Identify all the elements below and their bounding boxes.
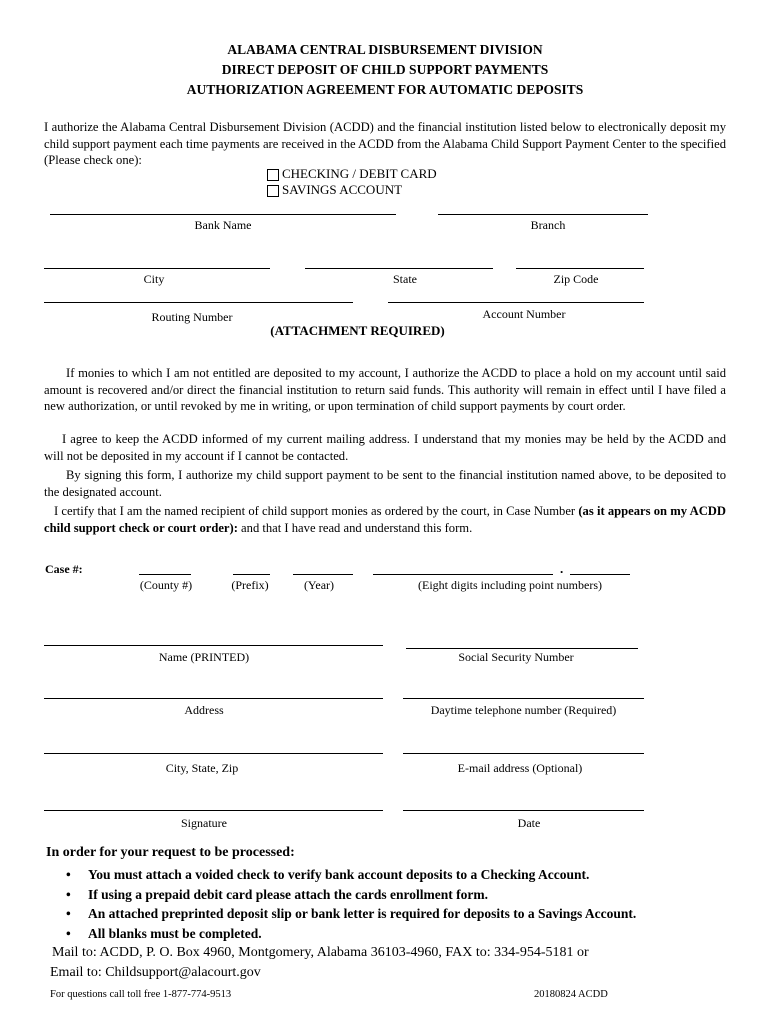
date-field[interactable] (403, 810, 644, 811)
case-county-field[interactable] (139, 574, 191, 575)
name-label: Name (PRINTED) (158, 650, 250, 664)
routing-number-label: Routing Number (151, 310, 233, 324)
title-line-2: DIRECT DEPOSIT OF CHILD SUPPORT PAYMENTS (221, 62, 549, 77)
case-prefix-label: (Prefix) (231, 578, 269, 592)
toll-free-note: For questions call toll free 1-877-774-9513 (50, 989, 232, 1000)
checking-checkbox[interactable] (267, 169, 279, 181)
certify-paragraph (44, 503, 726, 536)
date-label: Date (517, 816, 541, 830)
bank-zip-label: Zip Code (553, 272, 599, 286)
requirement-item: • You must attach a voided check to verify bank account deposits to a Checking Account. (50, 865, 636, 885)
certify-text: I certify that I am the named recipient of child support monies as ordered by the court, in Case Number (54, 504, 579, 518)
bank-state-field[interactable] (305, 268, 493, 269)
bank-city-label: City (143, 272, 165, 286)
form-id: 20180824 ACDD (534, 989, 608, 1000)
bank-zip-field[interactable] (516, 268, 644, 269)
bank-city-field[interactable] (44, 268, 270, 269)
savings-checkbox[interactable] (267, 185, 279, 197)
bank-state-label: State (393, 272, 417, 286)
case-county-label: (County #) (139, 578, 193, 592)
email-field[interactable] (403, 753, 644, 754)
address-paragraph: I agree to keep the ACDD informed of my current mailing address. I understand that my monies may be held by the ACDD and will not be deposited in my account if I cannot be contacted. (44, 432, 726, 463)
bank-name-label: Bank Name (194, 218, 252, 232)
requirement-item: • All blanks must be completed. (50, 924, 636, 944)
certify-bold-text: (as it appears on my ACDD child support check or court order): (44, 504, 726, 535)
city-state-zip-field[interactable] (44, 753, 383, 754)
case-label: Case #: (45, 562, 83, 576)
account-number-field[interactable] (388, 302, 644, 303)
checking-label: CHECKING / DEBIT CARD (282, 166, 437, 181)
city-state-zip-label: City, State, Zip (165, 761, 239, 775)
phone-label: Daytime telephone number (Required) (430, 703, 617, 717)
requirement-item: • An attached preprinted deposit slip or bank letter is required for deposits to a Savings Account. (50, 904, 636, 924)
ssn-label: Social Security Number (458, 650, 574, 664)
hold-paragraph: If monies to which I am not entitled are deposited to my account, I authorize the ACDD to place a hold on my account until said amount is recovered and/or direct the financial institution to return said funds. This authority will remain in effect until I have filed a new authorization, or until revoked by me in writing, or upon termination of child support payments by court order. (44, 366, 726, 413)
case-year-label: (Year) (303, 578, 335, 592)
signing-paragraph: By signing this form, I authorize my child support payment to be sent to the financial institution named above, to be deposited to the designated account. (44, 468, 726, 499)
name-field[interactable] (44, 645, 383, 646)
routing-number-field[interactable] (44, 302, 353, 303)
email-label: E-mail address (Optional) (457, 761, 583, 775)
phone-field[interactable] (403, 698, 644, 699)
case-year-field[interactable] (293, 574, 353, 575)
title-line-1: ALABAMA CENTRAL DISBURSEMENT DIVISION (227, 42, 543, 57)
bank-name-field[interactable] (50, 214, 396, 215)
branch-label: Branch (530, 218, 566, 232)
requirements-heading: In order for your request to be processed: (46, 845, 295, 860)
requirement-item: • If using a prepaid debit card please attach the cards enrollment form. (50, 885, 636, 905)
intro-paragraph: I authorize the Alabama Central Disbursement Division (ACDD) and the financial institution listed below to electronically deposit my child support payment each time payments are received in the ACDD from the Alabama Child Support Payment Center to the specified (Please check one): (44, 120, 726, 167)
ssn-field[interactable] (406, 648, 638, 649)
savings-label: SAVINGS ACCOUNT (282, 182, 403, 197)
email-to-text: Email to: Childsupport@alacourt.gov (50, 965, 261, 980)
case-prefix-field[interactable] (233, 574, 270, 575)
case-digits-field[interactable] (373, 574, 553, 575)
address-label: Address (184, 703, 224, 717)
title-line-3: AUTHORIZATION AGREEMENT FOR AUTOMATIC DEPOSITS (186, 82, 584, 97)
attachment-required-note: (ATTACHMENT REQUIRED) (270, 323, 445, 338)
case-digits-label: (Eight digits including point numbers) (418, 578, 602, 592)
signature-label: Signature (181, 816, 227, 830)
case-point-field[interactable] (570, 574, 630, 575)
case-point: . (560, 561, 564, 576)
requirements-list (50, 865, 636, 943)
address-field[interactable] (44, 698, 383, 699)
account-number-label: Account Number (482, 307, 566, 321)
signature-field[interactable] (44, 810, 383, 811)
branch-field[interactable] (438, 214, 648, 215)
mail-to-text: Mail to: ACDD, P. O. Box 4960, Montgomery, Alabama 36103-4960, FAX to: 334-954-5181 or (52, 945, 589, 960)
certify-end-text: and that I have read and understand this form. (237, 520, 473, 535)
